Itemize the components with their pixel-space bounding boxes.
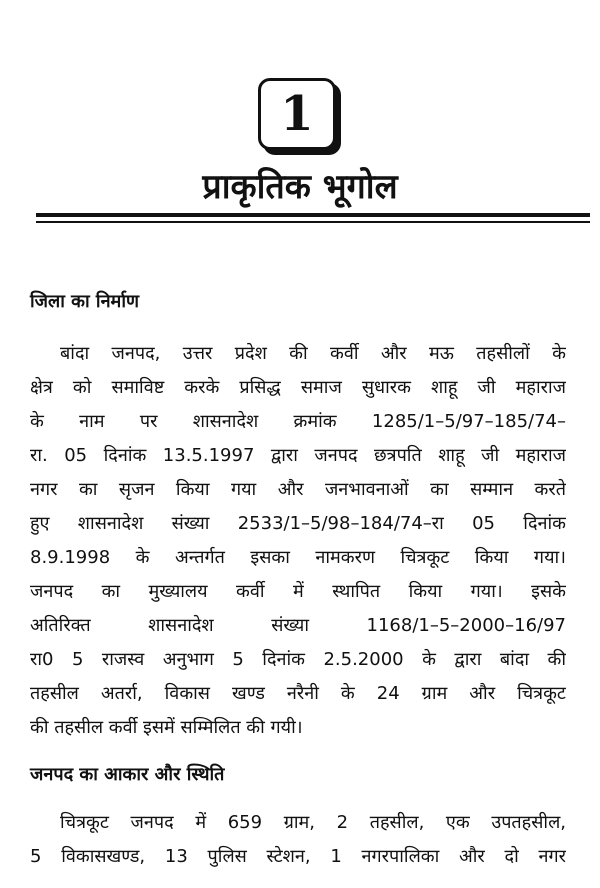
- section-heading-district-formation: जिला का निर्माण: [30, 291, 139, 312]
- paragraph-line: हुए शासनादेश संख्या 2533/1–5/98–184/74–रा 05 दिनांक: [30, 513, 566, 534]
- paragraph-line: क्षेत्र को समाविष्ट करके प्रसिद्ध समाज सुधारक शाहू जी महाराज: [30, 377, 566, 398]
- paragraph-line: तहसील अतर्रा, विकास खण्ड नरैनी के 24 ग्राम और चित्रकूट: [30, 683, 566, 704]
- paragraph-line: के नाम पर शासनादेश क्रमांक 1285/1–5/97–185/74–: [30, 411, 566, 432]
- paragraph-size-location: [30, 806, 566, 874]
- paragraph-line: जनपद का मुख्यालय कर्वी में स्थापित किया गया। इसके: [30, 581, 566, 602]
- paragraph-line: 5 विकासखण्ड, 13 पुलिस स्टेशन, 1 नगरपालिका और दो नगर: [30, 846, 566, 867]
- chapter-title: प्राकृतिक भूगोल: [202, 167, 398, 207]
- section-heading-size-location: जनपद का आकार और स्थिति: [30, 764, 225, 785]
- paragraph-line: नगर का सृजन किया गया और जनभावनाओं का सम्मान करते: [30, 479, 566, 500]
- paragraph-line: की तहसील कर्वी इसमें सम्मिलित की गयी।: [30, 717, 303, 738]
- paragraph-line: रा0 5 राजस्व अनुभाग 5 दिनांक 2.5.2000 के द्वारा बांदा की: [30, 649, 566, 670]
- paragraph-line: चित्रकूट जनपद में 659 ग्राम, 2 तहसील, एक उपतहसील,: [60, 812, 566, 833]
- chapter-number-box: [258, 78, 336, 150]
- title-rule-thin: [36, 221, 590, 223]
- paragraph-line: रा. 05 दिनांक 13.5.1997 द्वारा जनपद छत्रपति शाहू जी महाराज: [30, 445, 566, 466]
- paragraph-line: 8.9.1998 के अन्तर्गत इसका नामकरण चित्रकूट किया गया।: [30, 547, 566, 568]
- title-rule-thick: [36, 213, 590, 217]
- paragraph-district-formation: [30, 337, 566, 745]
- chapter-number: 1: [280, 86, 314, 142]
- paragraph-line: अतिरिक्त शासनादेश संख्या 1168/1–5–2000–16/97: [30, 615, 566, 636]
- paragraph-line: बांदा जनपद, उत्तर प्रदेश की कर्वी और मऊ तहसीलों के: [60, 343, 566, 364]
